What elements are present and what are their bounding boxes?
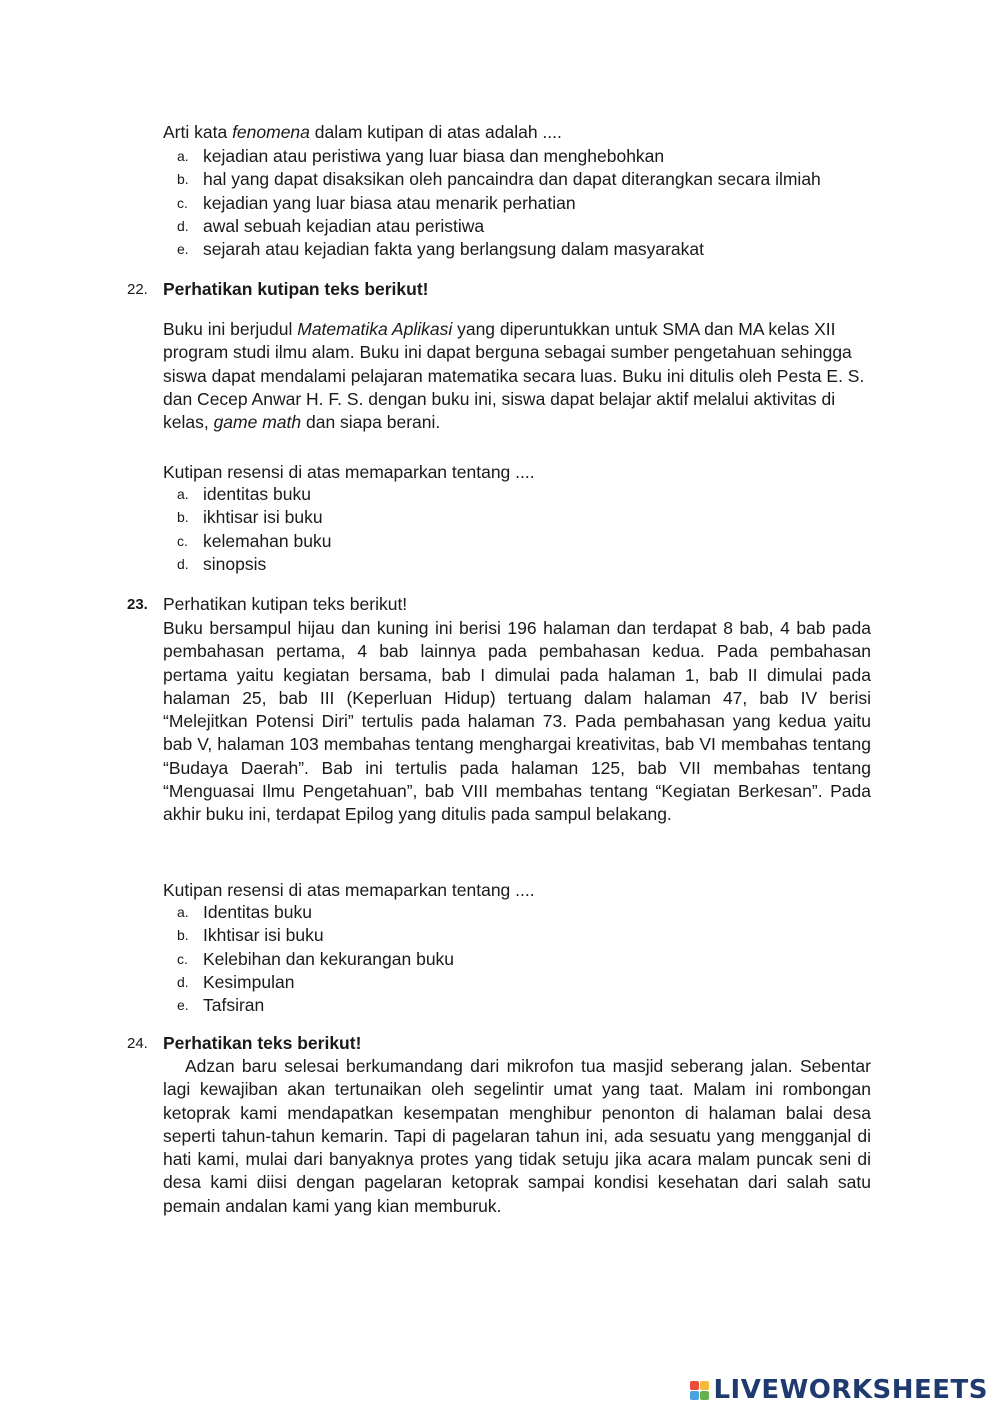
q21-option-a[interactable]: a. kejadian atau peristiwa yang luar biasa dan menghebohkan: [177, 146, 665, 166]
q21-option-d[interactable]: d. awal sebuah kejadian atau peristiwa: [177, 215, 485, 236]
q23-option-d[interactable]: d. Kesimpulan: [177, 971, 295, 992]
q23-options: [177, 901, 454, 1017]
q21-options: [177, 145, 821, 261]
logo-text: LIVEWORKSHEETS: [713, 1375, 988, 1405]
liveworksheets-logo: [690, 1375, 988, 1405]
logo-square-4: [700, 1391, 709, 1400]
q23-option-a[interactable]: a. Identitas buku: [177, 902, 312, 922]
q22-option-b[interactable]: b. ikhtisar isi buku: [177, 507, 323, 528]
q22-option-d[interactable]: d. sinopsis: [177, 553, 267, 574]
q23-heading: Perhatikan kutipan teks berikut!: [163, 594, 408, 614]
q22-option-a[interactable]: a. identitas buku: [177, 484, 311, 504]
q21-option-e[interactable]: e. sejarah atau kejadian fakta yang berlangsung dalam masyarakat: [177, 239, 705, 260]
q22-options: [177, 483, 331, 576]
logo-square-3: [690, 1391, 699, 1400]
q24-passage: Adzan baru selesai berkumandang dari mikrofon tua masjid seberang jalan. Sebentar lagi kewajiban akan tertunaikan oleh segelintir umat yang taat. Malam ini rombongan ketoprak kami mendapatkan kesempatan menghibur penonton di halaman balai desa seperti tahun-tahun kemarin. Tapi di pagelaran tahun ini, ada sesuatu yang mengganjal di hati kami, mulai dari banyaknya protes yang tidak setuju jika acara malam puncak seni di desa kami diisi dengan pagelaran ketoprak sampai kondisi kesehatan dari salah satu pemain andalan kami yang kian memburuk.: [163, 1056, 871, 1216]
logo-square-1: [690, 1381, 699, 1390]
q23-option-b[interactable]: b. Ikhtisar isi buku: [177, 925, 324, 946]
q22-heading: Perhatikan kutipan teks berikut!: [163, 279, 429, 299]
q22-number: 22.: [127, 281, 148, 298]
q21-option-b[interactable]: b. hal yang dapat disaksikan oleh pancaindra dan dapat diterangkan secara ilmiah: [177, 169, 821, 190]
q21-option-c[interactable]: c. kejadian yang luar biasa atau menarik perhatian: [177, 192, 576, 213]
q23-number: 23.: [127, 596, 148, 613]
logo-square-2: [700, 1381, 709, 1390]
q21-question: Arti kata fenomena dalam kutipan di atas adalah ....: [163, 122, 562, 142]
q24-heading: Perhatikan teks berikut!: [163, 1033, 362, 1053]
q23-option-c[interactable]: c. Kelebihan dan kekurangan buku: [177, 948, 455, 969]
q23-passage: Buku bersampul hijau dan kuning ini berisi 196 halaman dan terdapat 8 bab, 4 bab pada pembahasan pertama, 4 bab lainnya pada pembahasan kedua. Pada pembahasan pertama yaitu kegiatan bersama, bab I dimulai pada halaman 1, bab II dimulai pada halaman 25, bab III (Keperluan Hidup) tertuang dalam halaman 47, bab IV berisi “Melejitkan Potensi Diri” tertulis pada halaman 73. Pada pembahasan yang kedua yaitu bab V, halaman 103 membahas tentang menghargai kreativitas, bab VI membahas tentang “Budaya Daerah”. Bab ini tertulis pada halaman 125, bab VII membahas tentang “Menguasai Ilmu Pengetahuan”, bab VIII membahas tentang “Kegiatan Berkesan”. Pada akhir buku ini, terdapat Epilog yang ditulis pada sampul belakang.: [163, 618, 871, 825]
q22-passage: Buku ini berjudul Matematika Aplikasi yang diperuntukkan untuk SMA dan MA kelas XII program studi ilmu alam. Buku ini dapat berguna sebagai sumber pengetahuan sehingga siswa dapat mendalami pelajaran matematika secara luas. Buku ini ditulis oleh Pesta E. S. dan Cecep Anwar H. F. S. dengan buku ini, siswa dapat belajar aktif melalui aktivitas di kelas, game math dan siapa berani.: [163, 319, 865, 433]
q22-option-c[interactable]: c. kelemahan buku: [177, 530, 332, 551]
logo-mark-icon: [690, 1381, 709, 1400]
q23-question: Kutipan resensi di atas memaparkan tentang ....: [163, 880, 535, 900]
q22-question: Kutipan resensi di atas memaparkan tentang ....: [163, 462, 535, 482]
q23-option-e[interactable]: e. Tafsiran: [177, 995, 265, 1016]
q24-number: 24.: [127, 1035, 148, 1052]
